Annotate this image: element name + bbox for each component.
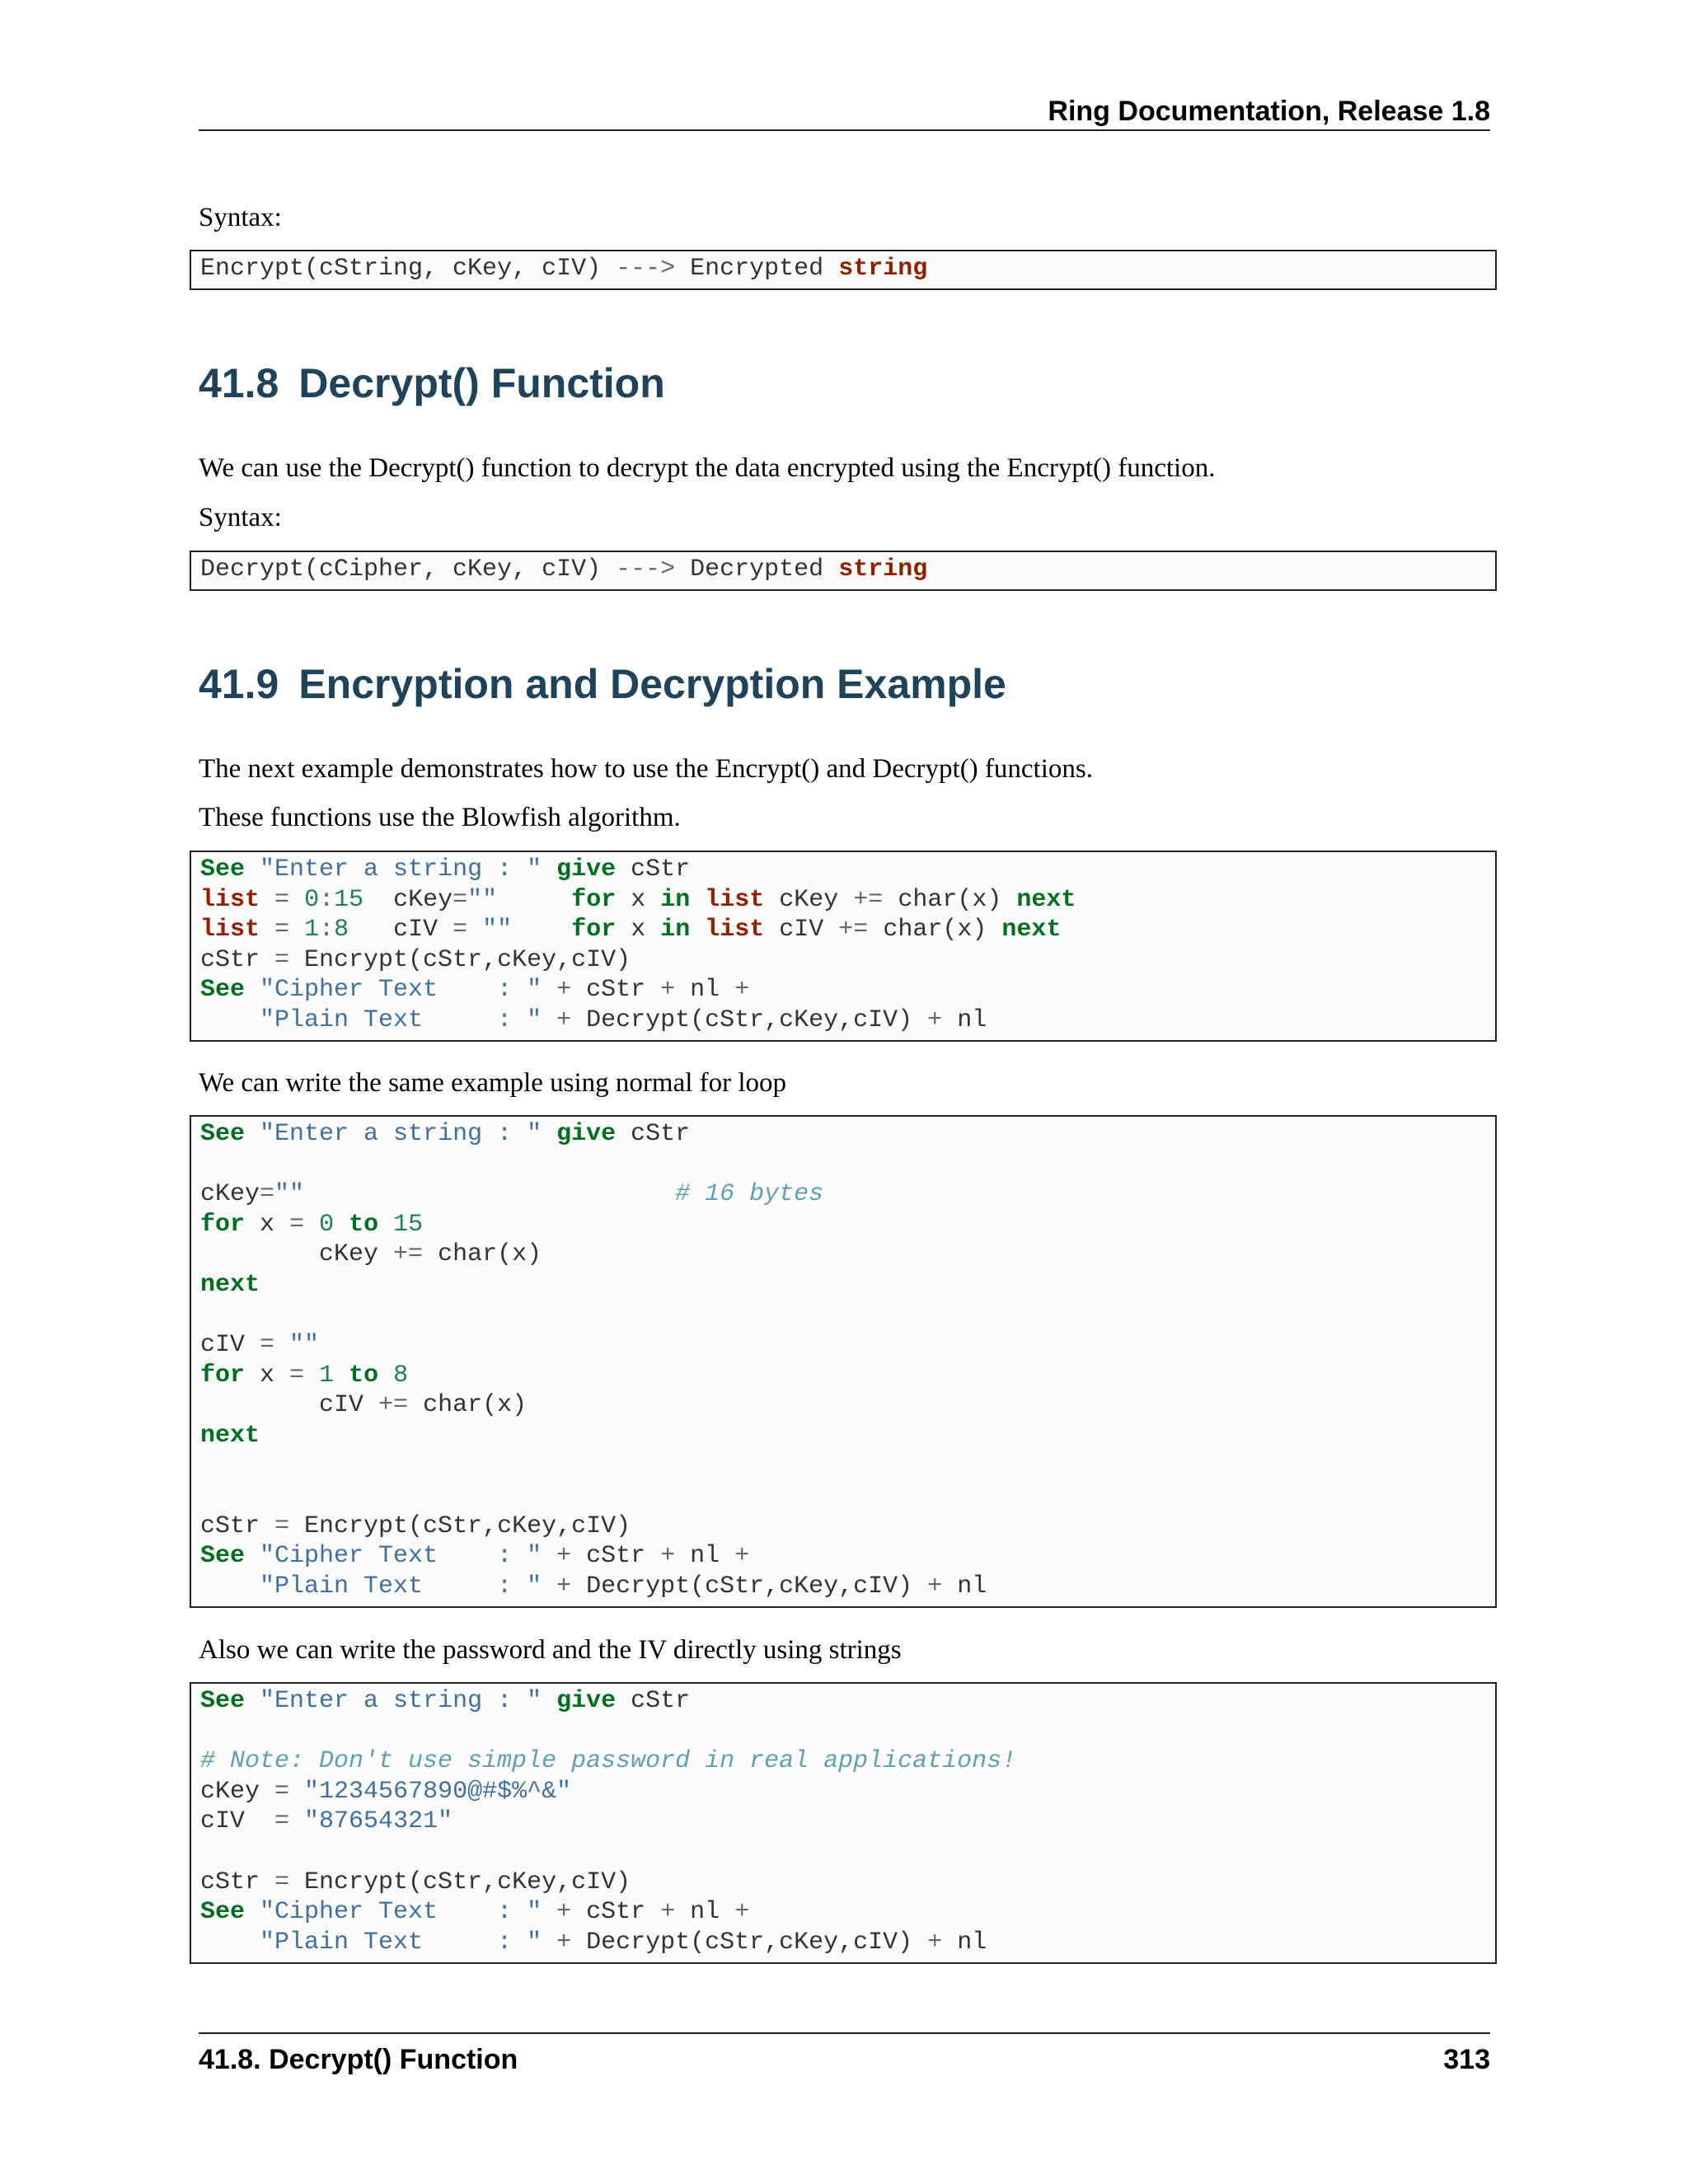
code-token: cKey: [200, 1180, 260, 1209]
code-token: next: [1016, 885, 1076, 914]
code-token: cStr: [571, 1542, 661, 1571]
code-token: next: [200, 1270, 260, 1299]
code-token: [245, 1687, 260, 1715]
code-token: +=: [838, 916, 869, 944]
code-token: [542, 1687, 556, 1715]
code-token: Decrypt(cStr,cKey,cIV): [571, 1572, 928, 1601]
code-token: 15: [334, 885, 364, 914]
code-token: for: [571, 885, 617, 914]
code-line: [200, 1897, 1495, 1928]
code-block-example-3: [190, 1682, 1497, 1964]
code-token: =: [452, 916, 468, 944]
code-token: +: [660, 1542, 676, 1571]
code-token: =: [260, 1331, 275, 1360]
code-token: +=: [378, 1391, 409, 1420]
code-token: "Cipher Text : ": [260, 1898, 542, 1927]
code-token: cStr: [200, 945, 275, 974]
code-token: [542, 1120, 556, 1148]
code-token: nl: [942, 1572, 987, 1601]
code-line: [200, 1541, 1495, 1572]
code-token: char(x): [423, 1240, 542, 1269]
code-line: [200, 1210, 1495, 1240]
code-token: [245, 976, 260, 1004]
code-token: in: [660, 885, 691, 914]
code-token: [304, 1361, 319, 1390]
code-line: [200, 1179, 1495, 1210]
code-token: for: [571, 916, 617, 944]
code-token: [542, 1898, 556, 1926]
code-token: give: [556, 1120, 617, 1148]
code-token: give: [556, 1687, 617, 1715]
code-line: [200, 1270, 1495, 1301]
code-token: cKey: [363, 885, 453, 914]
section-41-9-paragraph-1: The next example demonstrates how to use the Encrypt() and Decrypt() functions.: [199, 754, 1093, 784]
code-token: nl: [942, 1005, 987, 1034]
syntax-result: Encrypted: [690, 255, 824, 283]
code-line: [200, 975, 1495, 1005]
code-line: [200, 1807, 1495, 1837]
footer-section-title: 41.8. Decrypt() Function: [199, 2044, 518, 2075]
code-token: :: [319, 916, 335, 944]
code-token: [497, 886, 571, 914]
code-token: # 16 bytes: [675, 1180, 824, 1209]
code-token: +: [556, 976, 572, 1005]
section-41-9-paragraph-4: Also we can write the password and the IV directly using strings: [199, 1635, 902, 1665]
syntax-code-decrypt: [190, 551, 1497, 591]
code-line: [200, 1005, 1495, 1036]
syntax-code-encrypt: [190, 250, 1497, 290]
code-token: See: [200, 1120, 246, 1148]
code-token: [512, 916, 571, 944]
code-token: [200, 1006, 260, 1034]
code-token: 15: [393, 1210, 424, 1239]
section-41-9-paragraph-2: These functions use the Blowfish algorithm.: [199, 803, 681, 832]
code-token: "Cipher Text : ": [260, 1542, 542, 1571]
code-line: [200, 1119, 1495, 1150]
code-token: Encrypt(cStr,cKey,cIV): [289, 945, 631, 974]
code-token: [542, 976, 556, 1004]
code-line: [200, 885, 1495, 916]
code-token: cIV: [349, 916, 453, 944]
code-token: +: [556, 1572, 572, 1601]
code-token: list: [200, 885, 260, 914]
code-token: [274, 1331, 289, 1359]
code-token: nl: [675, 1542, 735, 1571]
code-token: [467, 916, 482, 944]
code-block-example-1: [190, 851, 1497, 1042]
code-line: [200, 1686, 1495, 1717]
code-token: cStr: [200, 1511, 275, 1540]
code-token: :: [319, 885, 335, 914]
code-token: x: [616, 916, 661, 944]
code-token: [245, 1542, 260, 1570]
code-token: =: [289, 1210, 305, 1239]
code-token: [289, 1778, 304, 1806]
code-token: =: [274, 1511, 290, 1540]
code-token: to: [349, 1361, 379, 1390]
code-token: [200, 1572, 260, 1601]
code-line: [200, 1837, 1495, 1868]
section-41-9-paragraph-3: We can write the same example using normal for loop: [199, 1068, 787, 1098]
code-token: cKey: [764, 885, 854, 914]
code-token: [245, 1120, 260, 1148]
code-token: char(x): [883, 885, 1017, 914]
syntax-type: string: [838, 255, 928, 283]
code-token: "Plain Text : ": [260, 1928, 542, 1957]
code-token: [289, 916, 304, 944]
code-token: cIV: [200, 1807, 275, 1836]
code-token: [378, 1361, 393, 1390]
code-token: "": [289, 1331, 320, 1360]
code-token: char(x): [868, 916, 1002, 944]
code-token: [289, 886, 304, 914]
code-token: # Note: Don't use simple password in real applications!: [200, 1747, 1017, 1776]
code-token: nl: [675, 976, 735, 1005]
code-token: list: [200, 916, 260, 944]
code-line: [200, 1868, 1495, 1898]
section-heading-41-9: [199, 658, 1006, 710]
code-token: Encrypt(cStr,cKey,cIV): [289, 1868, 631, 1896]
code-token: [200, 1929, 260, 1957]
code-token: +: [660, 976, 676, 1005]
section-heading-41-8: [199, 357, 665, 410]
code-token: [304, 1180, 675, 1208]
code-token: in: [660, 916, 691, 944]
code-token: [542, 1572, 556, 1601]
code-token: 1: [319, 1361, 335, 1390]
code-token: 8: [393, 1361, 409, 1390]
section-number: 41.8: [199, 360, 279, 406]
code-token: next: [200, 1421, 260, 1450]
code-token: +: [734, 1542, 750, 1571]
code-token: to: [349, 1210, 379, 1239]
code-token: list: [705, 885, 765, 914]
syntax-label: Syntax:: [199, 503, 282, 532]
syntax-result: Decrypted: [690, 555, 824, 583]
code-token: [690, 886, 705, 914]
code-token: "Enter a string : ": [260, 855, 542, 883]
code-token: Decrypt(cStr,cKey,cIV): [571, 1928, 928, 1957]
code-token: See: [200, 976, 246, 1005]
code-token: cStr: [571, 1898, 661, 1927]
code-token: "Plain Text : ": [260, 1572, 542, 1601]
code-line: [200, 1330, 1495, 1361]
code-line: [200, 945, 1495, 976]
code-line: [200, 1390, 1495, 1421]
code-token: [542, 1006, 556, 1034]
code-token: 0: [304, 885, 320, 914]
code-token: give: [556, 855, 617, 883]
code-token: cKey: [200, 1240, 394, 1269]
code-token: for: [200, 1210, 246, 1239]
code-line: [200, 1777, 1495, 1807]
code-token: cIV: [200, 1331, 260, 1360]
code-token: [542, 1542, 556, 1570]
code-token: nl: [675, 1898, 735, 1927]
code-token: [260, 916, 274, 944]
code-line: [200, 1301, 1495, 1331]
code-token: =: [274, 945, 290, 974]
syntax-arrow: --->: [616, 555, 676, 583]
code-token: +: [927, 1572, 943, 1601]
code-token: See: [200, 1898, 246, 1927]
code-token: cStr: [200, 1868, 275, 1896]
code-token: [542, 1929, 556, 1957]
code-token: Encrypt(cStr,cKey,cIV): [289, 1511, 631, 1540]
code-token: "1234567890@#$%^&": [304, 1777, 572, 1806]
syntax-type: string: [838, 555, 928, 583]
code-token: =: [452, 885, 468, 914]
code-token: See: [200, 855, 246, 883]
code-token: cStr: [616, 1687, 691, 1715]
code-line: [200, 1572, 1495, 1602]
code-token: cStr: [616, 855, 691, 883]
code-token: See: [200, 1542, 246, 1571]
code-line: [200, 855, 1495, 885]
code-token: +: [927, 1928, 943, 1957]
code-token: cStr: [571, 976, 661, 1005]
code-token: [690, 916, 705, 944]
code-line: [200, 1150, 1495, 1180]
syntax-arrow: --->: [616, 255, 676, 283]
code-token: [260, 886, 274, 914]
code-token: +: [734, 976, 750, 1005]
code-token: =: [274, 916, 290, 944]
code-line: [200, 1240, 1495, 1270]
code-token: x: [616, 885, 661, 914]
code-token: 1: [304, 916, 320, 944]
syntax-label: Syntax:: [199, 203, 282, 232]
code-line: [200, 1451, 1495, 1482]
code-token: cStr: [616, 1120, 691, 1148]
code-token: "Enter a string : ": [260, 1120, 542, 1148]
code-token: +: [556, 1898, 572, 1927]
syntax-code-text: Decrypt(cCipher, cKey, cIV): [200, 555, 602, 583]
code-token: [334, 1211, 349, 1239]
code-token: 8: [334, 916, 349, 944]
code-token: char(x): [408, 1391, 528, 1420]
code-token: x: [245, 1210, 290, 1239]
code-token: list: [705, 916, 765, 944]
footer-rule: [199, 2032, 1490, 2034]
code-token: "87654321": [304, 1807, 453, 1836]
code-block-example-2: [190, 1115, 1497, 1608]
code-token: =: [274, 1807, 290, 1836]
code-line: [200, 1511, 1495, 1542]
section-41-8-paragraph: We can use the Decrypt() function to decrypt the data encrypted using the Encrypt() function.: [199, 453, 1216, 483]
code-token: +: [927, 1005, 943, 1034]
code-token: +: [556, 1542, 572, 1571]
syntax-code-text: Encrypt(cString, cKey, cIV): [200, 255, 602, 283]
section-number: 41.9: [199, 661, 279, 707]
code-token: cKey: [200, 1777, 275, 1806]
code-line: [200, 1421, 1495, 1451]
code-token: See: [200, 1687, 246, 1715]
code-token: x: [245, 1361, 290, 1390]
code-line: [200, 1928, 1495, 1958]
code-token: [334, 1361, 349, 1390]
code-token: "": [467, 885, 498, 914]
running-header: Ring Documentation, Release 1.8: [1048, 96, 1490, 127]
code-token: =: [274, 885, 290, 914]
code-token: 0: [319, 1210, 335, 1239]
code-line: [200, 915, 1495, 945]
code-token: "": [482, 916, 513, 944]
code-line: [200, 1717, 1495, 1747]
code-token: +: [734, 1898, 750, 1927]
code-token: +=: [853, 885, 884, 914]
code-line: [200, 1746, 1495, 1777]
code-token: +=: [393, 1240, 424, 1269]
code-token: Decrypt(cStr,cKey,cIV): [571, 1005, 928, 1034]
code-token: next: [1001, 916, 1062, 944]
code-token: "Enter a string : ": [260, 1687, 542, 1715]
page-number: 313: [1443, 2044, 1490, 2075]
code-token: +: [660, 1898, 676, 1927]
code-token: "Plain Text : ": [260, 1005, 542, 1034]
code-token: [289, 1807, 304, 1835]
code-token: =: [274, 1868, 290, 1896]
code-token: cIV: [764, 916, 839, 944]
code-token: nl: [942, 1928, 987, 1957]
code-token: [245, 1898, 260, 1926]
code-token: [304, 1211, 319, 1239]
code-token: =: [274, 1777, 290, 1806]
code-token: "Cipher Text : ": [260, 976, 542, 1005]
code-token: +: [556, 1928, 572, 1957]
code-token: [378, 1211, 393, 1239]
code-token: for: [200, 1361, 246, 1390]
code-token: [245, 855, 260, 883]
code-token: =: [260, 1180, 275, 1209]
code-line: [200, 1361, 1495, 1391]
code-line: [200, 1481, 1495, 1511]
code-token: [542, 855, 556, 883]
code-token: =: [289, 1361, 305, 1390]
section-title: Encryption and Decryption Example: [298, 661, 1006, 707]
code-token: cIV: [200, 1391, 379, 1420]
header-rule: [199, 129, 1490, 131]
code-token: +: [556, 1005, 572, 1034]
code-token: "": [274, 1180, 305, 1209]
section-title: Decrypt() Function: [298, 360, 665, 406]
